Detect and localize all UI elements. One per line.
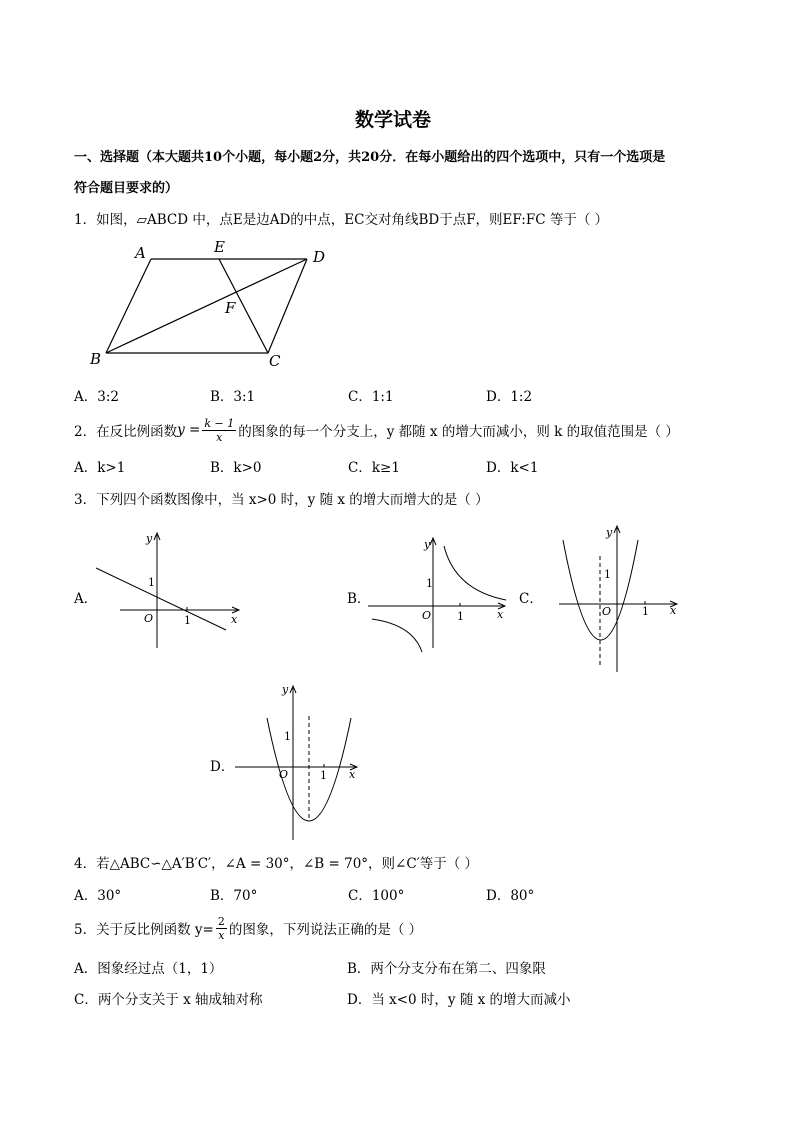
label-A: A [135, 244, 146, 262]
q4-option-c[interactable]: C．100° [348, 888, 405, 904]
q5-option-a[interactable]: A．图象经过点（1，1） [74, 961, 223, 977]
q2-stem [74, 412, 679, 448]
graph-b-o: O [422, 609, 432, 622]
graph-b-one-x: 1 [457, 610, 464, 623]
graph-a-one-x: 1 [184, 614, 191, 627]
q2-stem-pre: 2．在反比例函数 [74, 424, 178, 440]
q3-option-d-label[interactable]: D． [210, 759, 235, 775]
label-E: E [214, 238, 225, 256]
graph-c-o: O [602, 605, 612, 618]
q5-frac-den: x [218, 928, 225, 942]
graph-d-one-y: 1 [284, 730, 291, 743]
q1-option-a[interactable]: A．3:2 [74, 389, 119, 405]
graph-b-y: y [424, 538, 431, 551]
q2-option-c[interactable]: C．k≥1 [348, 460, 400, 476]
q1-option-c[interactable]: C．1:1 [348, 389, 394, 405]
q3-option-c-label[interactable]: C． [519, 591, 543, 607]
q4-option-a[interactable]: A．30° [74, 888, 122, 904]
q1-option-b[interactable]: B．3:1 [210, 389, 256, 405]
q5-fraction [216, 915, 227, 942]
q2-fraction [202, 417, 236, 444]
q5-stem [74, 910, 422, 946]
q3-option-b-label[interactable]: B． [347, 591, 371, 607]
q3-stem: 3．下列四个函数图像中，当 x>0 时，y 随 x 的增大而增大的是（ ） [74, 492, 489, 508]
q2-option-b[interactable]: B．k>0 [210, 460, 262, 476]
graph-d-y: y [282, 683, 289, 696]
q1-option-d[interactable]: D．1:2 [486, 389, 533, 405]
q1-stem: 1．如图，▱ABCD 中，点E是边AD的中点，EC交对角线BD于点F，则EF:FC 等于（ ） [74, 212, 609, 228]
page-title: 数学试卷 [355, 109, 432, 131]
q5-option-c[interactable]: C．两个分支关于 x 轴成轴对称 [74, 992, 263, 1008]
graph-a-y: y [146, 532, 153, 545]
q2-frac-num: k − 1 [204, 416, 235, 430]
label-D: D [313, 248, 326, 266]
q2-frac-den: x [216, 430, 223, 444]
graph-c-one-y: 1 [604, 568, 611, 581]
label-C: C [269, 352, 281, 370]
q2-stem-post: 的图象的每一个分支上，y 都随 x 的增大而减小，则 k 的取值范围是（ ） [238, 424, 679, 440]
q4-option-d[interactable]: D．80° [486, 888, 535, 904]
q3-option-a-label[interactable]: A． [74, 591, 98, 607]
q4-stem: 4．若△ABC∽△A′B′C′，∠A = 30°，∠B = 70°，则∠C′等于（ ） [74, 856, 479, 872]
graph-d-x: x [349, 768, 356, 781]
q2-func-lhs: y = [177, 422, 201, 438]
graph-c-x: x [670, 604, 677, 617]
graph-a-one-y: 1 [148, 576, 155, 589]
section-header-line2: 符合题目要求的） [74, 181, 179, 196]
graph-d-o: O [279, 768, 289, 781]
q5-option-d[interactable]: D．当 x<0 时，y 随 x 的增大而减小 [347, 992, 571, 1008]
q5-frac-num: 2 [217, 914, 225, 928]
graph-b-one-y: 1 [426, 577, 433, 590]
graph-a-o: O [144, 612, 154, 625]
graph-c-y: y [606, 526, 613, 539]
graph-a-x: x [231, 613, 238, 626]
q5-stem-pre: 5．关于反比例函数 y= [74, 922, 214, 938]
q5-stem-post: 的图象，下列说法正确的是（ ） [228, 922, 423, 938]
label-F: F [225, 299, 236, 317]
graph-c-one-x: 1 [642, 605, 649, 618]
q5-option-b[interactable]: B．两个分支分布在第二、四象限 [347, 961, 546, 977]
graph-d-one-x: 1 [320, 769, 327, 782]
graph-b-x: x [497, 608, 504, 621]
section-header-line1: 一、选择题（本大题共10个小题，每小题2分，共20分．在每小题给出的四个选项中，只有一个选项是 [74, 150, 666, 165]
q4-option-b[interactable]: B．70° [210, 888, 258, 904]
q2-option-d[interactable]: D．k<1 [486, 460, 539, 476]
q2-option-a[interactable]: A．k>1 [74, 460, 126, 476]
label-B: B [90, 350, 102, 368]
